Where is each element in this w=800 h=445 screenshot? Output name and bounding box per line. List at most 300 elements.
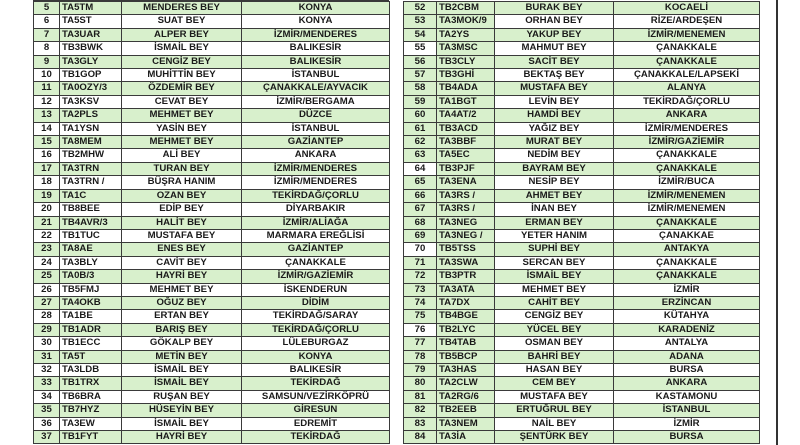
left-contact-table [33,1,390,444]
name-cell: İSMAİL BEY [122,363,242,376]
name-cell: BURAK BEY [495,2,614,15]
name-cell: MURAT BEY [495,136,614,149]
table-row [404,243,760,256]
row-number: 78 [404,350,437,363]
city-cell: İZMİR [614,417,760,430]
city-cell: ANKARA [242,149,390,162]
table-row [404,337,760,350]
row-number: 10 [34,69,60,82]
city-cell: GİRESUN [242,404,390,417]
city-cell: İZMİR/GAZİEMİR [242,270,390,283]
name-cell: SACİT BEY [495,55,614,68]
city-cell: İZMİR/BUCA [614,176,760,189]
callsign-cell: TA3MOK/9 [437,15,495,28]
name-cell: BAYRAM BEY [495,162,614,175]
table-row [34,243,390,256]
city-cell: DİYARBAKIR [242,203,390,216]
name-cell: ALİ BEY [122,149,242,162]
table-row [404,323,760,336]
callsign-cell: TB5TSS [437,243,495,256]
table-row [34,270,390,283]
row-number: 23 [34,243,60,256]
name-cell: HALİT BEY [122,216,242,229]
city-cell: TEKİRDAĞ/ÇORLU [242,189,390,202]
name-cell: ERTAN BEY [122,310,242,323]
row-number: 65 [404,176,437,189]
table-row [404,42,760,55]
table-row [34,296,390,309]
callsign-cell: TA3LDB [60,363,122,376]
table-row [404,82,760,95]
name-cell: YÜCEL BEY [495,323,614,336]
callsign-cell: TB5FMJ [60,283,122,296]
callsign-cell: TB4BGE [437,310,495,323]
table-row [34,323,390,336]
row-number: 79 [404,363,437,376]
table-row [404,149,760,162]
name-cell: CAVİT BEY [122,256,242,269]
table-row [34,28,390,41]
city-cell: ÇANAKKALE [614,55,760,68]
city-cell: ERZİNCAN [614,296,760,309]
callsign-cell: TA2PLS [60,109,122,122]
table-row [404,176,760,189]
row-number: 62 [404,136,437,149]
row-number: 58 [404,82,437,95]
row-number: 75 [404,310,437,323]
city-cell: KONYA [242,15,390,28]
table-row [34,390,390,403]
callsign-cell: TA3ATA [437,283,495,296]
city-cell: KOCAELİ [614,2,760,15]
callsign-cell: TB3PTR [437,270,495,283]
callsign-cell: TB3ACD [437,122,495,135]
row-number: 12 [34,95,60,108]
name-cell: NAİL BEY [495,417,614,430]
callsign-cell: TB8BEE [60,203,122,216]
callsign-cell: TB2MHW [60,149,122,162]
row-number: 9 [34,55,60,68]
city-cell: KÜTAHYA [614,310,760,323]
callsign-cell: TB5BCP [437,350,495,363]
city-cell: ADANA [614,350,760,363]
callsign-cell: TA2YS [437,28,495,41]
city-cell: GAZİANTEP [242,136,390,149]
callsign-cell: TB1TUC [60,229,122,242]
table-row [404,95,760,108]
table-row [404,377,760,390]
row-number: 22 [34,229,60,242]
name-cell: CEM BEY [495,377,614,390]
name-cell: İSMAİL BEY [122,417,242,430]
callsign-cell: TB2CBM [437,2,495,15]
row-number: 35 [34,404,60,417]
table-row [404,256,760,269]
table-row [404,270,760,283]
table-row [34,404,390,417]
row-number: 63 [404,149,437,162]
row-number: 55 [404,42,437,55]
callsign-cell: TB6BRA [60,390,122,403]
name-cell: ŞENTÜRK BEY [495,431,614,444]
row-number: 64 [404,162,437,175]
city-cell: RİZE/ARDEŞEN [614,15,760,28]
row-number: 69 [404,229,437,242]
callsign-cell: TA5TM [60,2,122,15]
row-number: 13 [34,109,60,122]
city-cell: ANKARA [614,109,760,122]
name-cell: NEDİM BEY [495,149,614,162]
table-row [34,176,390,189]
table-row [404,417,760,430]
city-cell: KONYA [242,2,390,15]
city-cell: İZMİR/BERGAMA [242,95,390,108]
row-number: 6 [34,15,60,28]
row-number: 53 [404,15,437,28]
row-number: 26 [34,283,60,296]
table-row [34,2,390,15]
name-cell: YASİN BEY [122,122,242,135]
table-row [404,390,760,403]
name-cell: NESİP BEY [495,176,614,189]
table-row [404,189,760,202]
row-number: 76 [404,323,437,336]
row-number: 74 [404,296,437,309]
table-row [404,310,760,323]
table-row [404,404,760,417]
city-cell: TEKİRDAĞ [242,431,390,444]
name-cell: ERTUĞRUL BEY [495,404,614,417]
name-cell: CENGİZ BEY [122,55,242,68]
callsign-cell: TB1ECC [60,337,122,350]
city-cell: İSTANBUL [242,69,390,82]
city-cell: İZMİR/MENEMEN [614,189,760,202]
callsign-cell: TA3RS / [437,189,495,202]
name-cell: HAYRİ BEY [122,270,242,283]
row-number: 24 [34,256,60,269]
name-cell: SUPHİ BEY [495,243,614,256]
callsign-cell: TA3HAS [437,363,495,376]
row-number: 54 [404,28,437,41]
city-cell: İZMİR/GAZİEMİR [614,136,760,149]
row-number: 81 [404,390,437,403]
callsign-cell: TA3İA [437,431,495,444]
callsign-cell: TA4OKB [60,296,122,309]
name-cell: MEHMET BEY [495,283,614,296]
callsign-cell: TA3BLY [60,256,122,269]
callsign-cell: TB1ADR [60,323,122,336]
row-number: 59 [404,95,437,108]
name-cell: MEHMET BEY [122,283,242,296]
table-row [404,229,760,242]
name-cell: ORHAN BEY [495,15,614,28]
table-row [34,162,390,175]
name-cell: LEVİN BEY [495,95,614,108]
row-number: 37 [34,431,60,444]
name-cell: YAĞIZ BEY [495,122,614,135]
name-cell: RUŞAN BEY [122,390,242,403]
city-cell: İZMİR/MENEMEN [614,28,760,41]
city-cell: İZMİR/MENEMEN [614,203,760,216]
row-number: 77 [404,337,437,350]
callsign-cell: TA5T [60,350,122,363]
table-row [34,283,390,296]
name-cell: ÖZDEMİR BEY [122,82,242,95]
row-number: 57 [404,69,437,82]
city-cell: GAZİANTEP [242,243,390,256]
table-row [34,377,390,390]
callsign-cell: TA3BBF [437,136,495,149]
table-row [34,229,390,242]
row-number: 84 [404,431,437,444]
table-row [34,15,390,28]
name-cell: CEVAT BEY [122,95,242,108]
callsign-cell: TA3NEG / [437,229,495,242]
row-number: 34 [34,390,60,403]
city-cell: BURSA [614,363,760,376]
callsign-cell: TA5EC [437,149,495,162]
city-cell: ÇANAKKALE [614,256,760,269]
table-row [404,283,760,296]
callsign-cell: TA0B/3 [60,270,122,283]
city-cell: KARADENİZ [614,323,760,336]
city-cell: BURSA [614,431,760,444]
table-row [34,136,390,149]
city-cell: İZMİR/MENDERES [242,28,390,41]
name-cell: MENDERES BEY [122,2,242,15]
table-row [404,296,760,309]
table-row [404,2,760,15]
callsign-cell: TB4TAB [437,337,495,350]
name-cell: BÜŞRA HANIM [122,176,242,189]
row-number: 67 [404,203,437,216]
city-cell: ÇANAKKALE [614,216,760,229]
city-cell: TEKİRDAĞ/ÇORLU [614,95,760,108]
callsign-cell: TB3CLY [437,55,495,68]
table-row [34,203,390,216]
city-cell: DİDİM [242,296,390,309]
callsign-cell: TA3SWA [437,256,495,269]
table-row [34,431,390,444]
row-number: 18 [34,176,60,189]
right-contact-table [403,1,760,444]
name-cell: ENES BEY [122,243,242,256]
table-row [404,69,760,82]
callsign-cell: TB3PJF [437,162,495,175]
table-row [34,122,390,135]
city-cell: DÜZCE [242,109,390,122]
table-row [34,149,390,162]
callsign-cell: TB1FYT [60,431,122,444]
row-number: 30 [34,337,60,350]
city-cell: ÇANAKKALE [614,42,760,55]
row-number: 68 [404,216,437,229]
row-number: 29 [34,323,60,336]
table-row [404,122,760,135]
callsign-cell: TA1YSN [60,122,122,135]
city-cell: ÇANAKKALE [614,270,760,283]
row-number: 56 [404,55,437,68]
row-number: 80 [404,377,437,390]
name-cell: SUAT BEY [122,15,242,28]
row-number: 82 [404,404,437,417]
callsign-cell: TA3MSC [437,42,495,55]
name-cell: METİN BEY [122,350,242,363]
callsign-cell: TB4ADA [437,82,495,95]
name-cell: MUHİTTİN BEY [122,69,242,82]
row-number: 60 [404,109,437,122]
city-cell: İZMİR/MENDERES [242,176,390,189]
table-row [34,256,390,269]
name-cell: SERCAN BEY [495,256,614,269]
row-number: 33 [34,377,60,390]
city-cell: ANKARA [614,377,760,390]
city-cell: İZMİR/MENDERES [614,122,760,135]
table-row [404,15,760,28]
table-row [34,417,390,430]
city-cell: İSKENDERUN [242,283,390,296]
table-row [34,82,390,95]
name-cell: YETER HANIM [495,229,614,242]
row-number: 5 [34,2,60,15]
city-cell: TEKİRDAĞ/ÇORLU [242,323,390,336]
name-cell: ERMAN BEY [495,216,614,229]
name-cell: HAYRİ BEY [122,431,242,444]
table-row [404,203,760,216]
name-cell: YAKUP BEY [495,28,614,41]
name-cell: OĞUZ BEY [122,296,242,309]
row-number: 71 [404,256,437,269]
name-cell: MEHMET BEY [122,136,242,149]
name-cell: CAHİT BEY [495,296,614,309]
row-number: 25 [34,270,60,283]
city-cell: TEKİRDAĞ [242,377,390,390]
city-cell: İZMİR/ALİAĞA [242,216,390,229]
table-row [34,216,390,229]
city-cell: ÇANAKKAE [614,229,760,242]
callsign-cell: TA8AE [60,243,122,256]
name-cell: TURAN BEY [122,162,242,175]
table-row [34,189,390,202]
table-row [34,95,390,108]
city-cell: İZMİR [614,283,760,296]
city-cell: SAMSUN/VEZİRKÖPRÜ [242,390,390,403]
row-number: 52 [404,2,437,15]
row-number: 73 [404,283,437,296]
city-cell: KONYA [242,350,390,363]
table-row [34,42,390,55]
name-cell: EDİP BEY [122,203,242,216]
city-cell: BALIKESİR [242,42,390,55]
name-cell: HASAN BEY [495,363,614,376]
row-number: 31 [34,350,60,363]
city-cell: İZMİR/MENDERES [242,162,390,175]
name-cell: AHMET BEY [495,189,614,202]
callsign-cell: TA8MEM [60,136,122,149]
table-row [34,55,390,68]
row-number: 83 [404,417,437,430]
city-cell: KASTAMONU [614,390,760,403]
city-cell: EDREMİT [242,417,390,430]
row-number: 20 [34,203,60,216]
name-cell: İNAN BEY [495,203,614,216]
name-cell: MUSTAFA BEY [122,229,242,242]
table-row [404,109,760,122]
row-number: 72 [404,270,437,283]
name-cell: İSMAİL BEY [122,377,242,390]
page-edge-line [776,0,778,445]
city-cell: MARMARA EREĞLİSİ [242,229,390,242]
row-number: 61 [404,122,437,135]
city-cell: İSTANBUL [614,404,760,417]
name-cell: HAMDİ BEY [495,109,614,122]
callsign-cell: TA3RS / [437,203,495,216]
callsign-cell: TA2CLW [437,377,495,390]
name-cell: MEHMET BEY [122,109,242,122]
row-number: 21 [34,216,60,229]
row-number: 11 [34,82,60,95]
table-row [404,28,760,41]
callsign-cell: TA1C [60,189,122,202]
callsign-cell: TB3GHİ [437,69,495,82]
table-row [34,310,390,323]
callsign-cell: TB2EEB [437,404,495,417]
city-cell: TEKİRDAĞ/SARAY [242,310,390,323]
table-row [34,363,390,376]
callsign-cell: TA1BGT [437,95,495,108]
city-cell: ÇANAKKALE [614,149,760,162]
name-cell: BARIŞ BEY [122,323,242,336]
city-cell: ÇANAKKALE [242,256,390,269]
table-row [34,109,390,122]
callsign-cell: TA3EW [60,417,122,430]
callsign-cell: TA3UAR [60,28,122,41]
row-number: 15 [34,136,60,149]
name-cell: İSMAİL BEY [122,42,242,55]
city-cell: İSTANBUL [242,122,390,135]
row-number: 7 [34,28,60,41]
row-number: 32 [34,363,60,376]
row-number: 17 [34,162,60,175]
row-number: 27 [34,296,60,309]
row-number: 16 [34,149,60,162]
callsign-cell: TB1GOP [60,69,122,82]
table-row [34,337,390,350]
name-cell: MUSTAFA BEY [495,390,614,403]
callsign-cell: TA1BE [60,310,122,323]
row-number: 8 [34,42,60,55]
callsign-cell: TA7DX [437,296,495,309]
callsign-cell: TB1TRX [60,377,122,390]
table-row [404,363,760,376]
name-cell: BEKTAŞ BEY [495,69,614,82]
callsign-cell: TA2RG/6 [437,390,495,403]
row-number: 70 [404,243,437,256]
callsign-cell: TA0OZY/3 [60,82,122,95]
callsign-cell: TB4AVR/3 [60,216,122,229]
callsign-cell: TA3ENA [437,176,495,189]
row-number: 66 [404,189,437,202]
city-cell: BALIKESİR [242,55,390,68]
callsign-cell: TB2LYC [437,323,495,336]
city-cell: BALIKESİR [242,363,390,376]
callsign-cell: TA3GLY [60,55,122,68]
name-cell: ALPER BEY [122,28,242,41]
callsign-cell: TA4AT/2 [437,109,495,122]
row-number: 28 [34,310,60,323]
city-cell: ÇANAKKALE/LAPSEKİ [614,69,760,82]
name-cell: HÜSEYİN BEY [122,404,242,417]
